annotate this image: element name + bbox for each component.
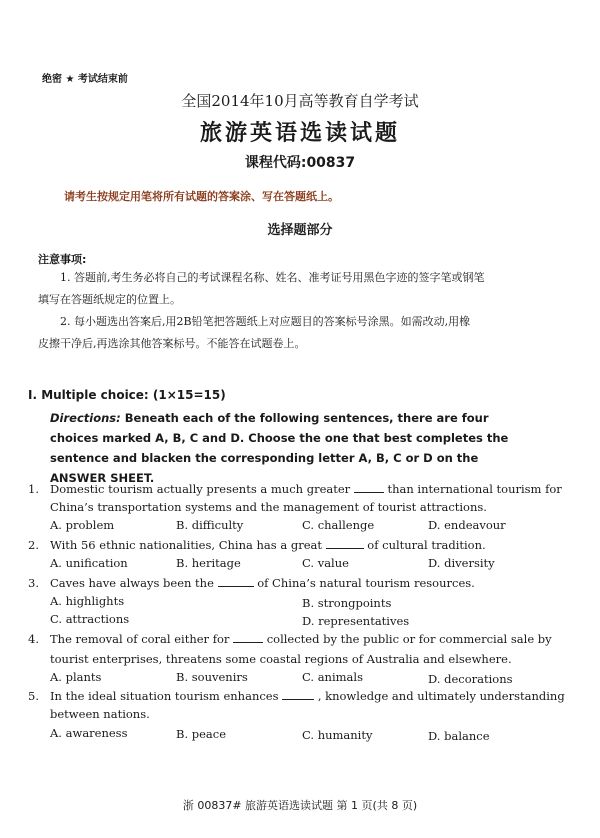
question-text: Domestic tourism actually presents a much greater — [50, 482, 351, 496]
exam-name: 全国2014年10月高等教育自学考试 — [181, 92, 419, 110]
question-3-option-a: A. highlights — [50, 594, 125, 608]
question-1-line-1 — [50, 482, 562, 496]
question-4-option-b: B. souvenirs — [176, 670, 248, 684]
question-4-line-2: tourist enterprises, threatens some coastal regions of Australia and elsewhere. — [50, 652, 512, 666]
question-4-number: 4. — [28, 632, 39, 646]
question-text: than international tourism for — [387, 482, 562, 496]
directions-label: Directions: — [50, 411, 121, 425]
question-5-option-c: C. humanity — [302, 728, 373, 742]
question-3-line-1 — [50, 576, 475, 590]
question-text: In the ideal situation tourism enhances — [50, 689, 279, 703]
question-text: of China’s natural tourism resources. — [257, 576, 475, 590]
question-2-option-c: C. value — [302, 556, 349, 570]
attention-item-2-line-1: 2. 每小题选出答案后,用2B铅笔把答题纸上对应题目的答案标号涂黑。如需改动,用橡 — [60, 315, 471, 328]
question-1-option-b: B. difficulty — [176, 518, 244, 532]
question-1-number: 1. — [28, 482, 39, 496]
question-text: collected by the public or for commercial sale by — [266, 632, 552, 646]
answer-blank — [282, 689, 314, 700]
question-4-option-d: D. decorations — [428, 672, 513, 686]
question-text: of cultural tradition. — [367, 538, 486, 552]
question-4-option-a: A. plants — [50, 670, 102, 684]
attention-item-2-line-2: 皮擦干净后,再选涂其他答案标号。不能答在试题卷上。 — [38, 337, 306, 350]
question-2-number: 2. — [28, 538, 39, 552]
question-text: , knowledge and ultimately understanding — [317, 689, 565, 703]
part1-heading: Ⅰ. Multiple choice: (1×15=15) — [28, 388, 226, 402]
directions-text: Beneath each of the following sentences, there are four choices marked A, B, C and D. Choose the one that best completes the sentence and blacken the corresponding letter A, B, C or D on the ANSWER SHEET. — [50, 411, 509, 485]
question-3-option-b: B. strongpoints — [302, 596, 392, 610]
question-5-option-a: A. awareness — [50, 726, 128, 740]
watermark — [148, 47, 161, 74]
course-code: 课程代码:00837 — [244, 155, 356, 171]
question-3-number: 3. — [28, 576, 39, 590]
question-2-line-1 — [50, 538, 486, 552]
question-4-option-c: C. animals — [302, 670, 363, 684]
question-5-line-2: between nations. — [50, 707, 150, 721]
question-3-option-c: C. attractions — [50, 612, 130, 626]
paper-title: 旅游英语选读试题 — [199, 120, 400, 146]
question-3-option-d: D. representatives — [302, 614, 410, 628]
question-text: Caves have always been the — [50, 576, 214, 590]
question-5-option-b: B. peace — [176, 727, 227, 741]
section-title: 选择题部分 — [267, 223, 333, 238]
question-1-line-2: China’s transportation systems and the management of tourist attractions. — [50, 500, 487, 514]
answer-blank — [218, 576, 254, 587]
question-text: With 56 ethnic nationalities, China has a great — [50, 538, 322, 552]
question-4-line-1 — [50, 632, 552, 646]
question-1-option-d: D. endeavour — [428, 518, 506, 532]
question-2-option-d: D. diversity — [428, 556, 495, 570]
page-footer: 浙 00837# 旅游英语选读试题 第 1 页(共 8 页) — [182, 799, 418, 812]
question-2-option-a: A. unification — [50, 556, 128, 570]
question-5-line-1 — [50, 689, 565, 703]
secret-label: 绝密 ★ 考试结束前 — [42, 74, 128, 85]
question-5-option-d: D. balance — [428, 729, 490, 743]
directions — [50, 408, 520, 488]
answer-blank — [233, 632, 263, 643]
answer-blank — [354, 482, 384, 493]
question-1-option-a: A. problem — [50, 518, 115, 532]
attention-item-1-line-1: 1. 答题前,考生务必将自己的考试课程名称、姓名、准考证号用黑色字迹的签字笔或钢笔 — [60, 271, 485, 284]
question-5-number: 5. — [28, 689, 39, 703]
attention-item-1-line-2: 填写在答题纸规定的位置上。 — [38, 293, 181, 306]
question-text: The removal of coral either for — [50, 632, 230, 646]
question-1-option-c: C. challenge — [302, 518, 375, 532]
answer-notice: 请考生按规定用笔将所有试题的答案涂、写在答题纸上。 — [64, 190, 339, 203]
question-2-option-b: B. heritage — [176, 556, 241, 570]
answer-blank — [326, 538, 364, 549]
attention-heading: 注意事项: — [38, 253, 87, 266]
